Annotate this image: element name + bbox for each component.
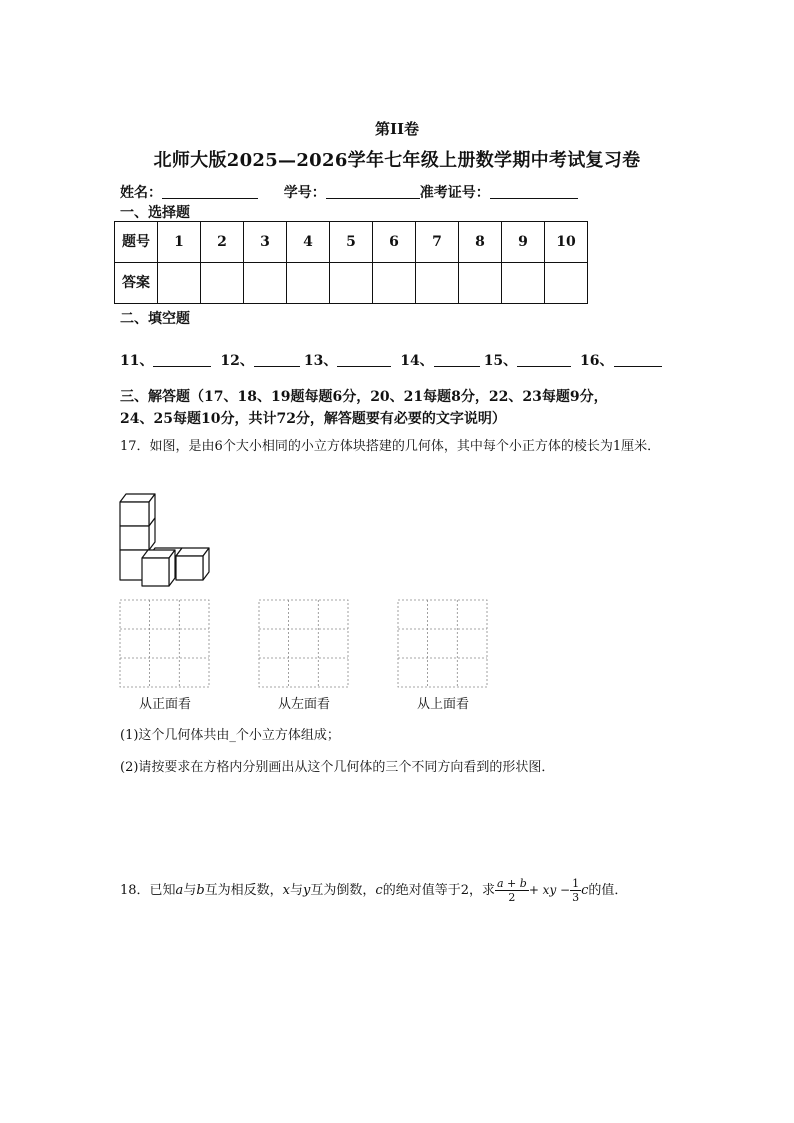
cube-figure bbox=[116, 488, 216, 588]
row-header-question-no: 题号 bbox=[115, 222, 158, 263]
id-field[interactable] bbox=[326, 184, 420, 199]
table-row bbox=[115, 222, 588, 263]
blank-label-14: 14、 bbox=[400, 353, 434, 369]
q18-text: ，求 bbox=[468, 883, 495, 898]
question-no-cell: 6 bbox=[373, 222, 416, 263]
fill-in-blanks bbox=[120, 350, 666, 370]
question-17-part1: (1)这个几何体共由_个小立方体组成； bbox=[120, 728, 340, 743]
var-y: y bbox=[303, 883, 311, 898]
answer-cell[interactable] bbox=[502, 263, 545, 304]
grid-top-view[interactable] bbox=[397, 599, 489, 689]
question-no-cell: 2 bbox=[201, 222, 244, 263]
question-17-part2: (2)请按要求在方格内分别画出从这个几何体的三个不同方向看到的形状图． bbox=[120, 760, 555, 775]
answer-cell[interactable] bbox=[373, 263, 416, 304]
question-no-cell: 5 bbox=[330, 222, 373, 263]
section3-line1: 三、解答题（17、18、19题每题6分，20、21每题8分，22、23每题9分， bbox=[120, 389, 608, 405]
caption-top-view: 从上面看 bbox=[416, 697, 469, 712]
var-c: c bbox=[581, 883, 589, 898]
blank-15[interactable] bbox=[517, 352, 571, 367]
blank-14[interactable] bbox=[434, 352, 480, 367]
blank-13[interactable] bbox=[337, 352, 391, 367]
question-no-cell: 8 bbox=[459, 222, 502, 263]
q18-text: 的绝对值等于 bbox=[382, 883, 461, 898]
name-label: 姓名： bbox=[120, 185, 162, 201]
answer-cell[interactable] bbox=[459, 263, 502, 304]
var-a: a bbox=[175, 883, 184, 898]
student-info-line bbox=[120, 182, 578, 202]
section-title-choice: 一、选择题 bbox=[120, 205, 190, 221]
table-row bbox=[115, 263, 588, 304]
expr-plus-xy-minus: + xy − bbox=[528, 883, 571, 897]
answer-cell[interactable] bbox=[545, 263, 588, 304]
page-title: 北师大版2025—2026学年七年级上册数学期中考试复习卷 bbox=[153, 150, 641, 171]
volume-label: 第II卷 bbox=[374, 120, 420, 138]
blank-12[interactable] bbox=[254, 352, 300, 367]
answer-cell[interactable] bbox=[287, 263, 330, 304]
section-title-fill: 二、填空题 bbox=[120, 311, 190, 327]
answer-table bbox=[114, 221, 588, 304]
caption-front-view: 从正面看 bbox=[138, 697, 191, 712]
cube-face bbox=[176, 556, 203, 580]
question-no-cell: 3 bbox=[244, 222, 287, 263]
question-no-cell: 10 bbox=[545, 222, 588, 263]
row-header-answer: 答案 bbox=[115, 263, 158, 304]
blank-label-15: 15、 bbox=[483, 353, 518, 369]
name-field[interactable] bbox=[162, 184, 258, 199]
q18-text: 与 bbox=[183, 883, 197, 898]
answer-cell[interactable] bbox=[244, 263, 287, 304]
var-b: b bbox=[196, 883, 205, 898]
fraction-a-plus-b-over-2: $\frac{a + b}{2}$ bbox=[497, 877, 527, 904]
var-x: x bbox=[282, 883, 291, 898]
question-no-cell: 7 bbox=[416, 222, 459, 263]
blank-label-12: 12、 bbox=[220, 353, 254, 369]
question-no-cell: 9 bbox=[502, 222, 545, 263]
blank-11[interactable] bbox=[153, 352, 211, 367]
q18-text: 互为倒数， bbox=[310, 883, 376, 898]
answer-cell[interactable] bbox=[416, 263, 459, 304]
cube-face bbox=[120, 502, 149, 526]
question-17-text: 17．如图，是由6个大小相同的小立方体块搭建的几何体，其中每个小正方体的棱长为1厘米． bbox=[120, 439, 661, 454]
exam-no-label: 准考证号： bbox=[419, 185, 490, 201]
id-label: 学号： bbox=[283, 185, 326, 201]
grid-left-view[interactable] bbox=[258, 599, 350, 689]
question-no-cell: 1 bbox=[158, 222, 201, 263]
var-c: c bbox=[375, 883, 383, 898]
number-two: 2 bbox=[460, 883, 469, 898]
answer-cell[interactable] bbox=[158, 263, 201, 304]
caption-left-view: 从左面看 bbox=[277, 697, 330, 712]
question-no-cell: 4 bbox=[287, 222, 330, 263]
blank-label-16: 16、 bbox=[580, 353, 614, 369]
q18-text: 与 bbox=[290, 883, 304, 898]
q18-text: 18．已知 bbox=[120, 883, 176, 898]
answer-cell[interactable] bbox=[330, 263, 373, 304]
cube-face bbox=[142, 558, 169, 586]
question-18-text bbox=[120, 877, 627, 904]
grid-front-view[interactable] bbox=[119, 599, 211, 689]
cube-face bbox=[120, 526, 149, 550]
q18-text: 互为相反数， bbox=[204, 883, 283, 898]
answer-cell[interactable] bbox=[201, 263, 244, 304]
blank-label-13: 13、 bbox=[303, 353, 338, 369]
fraction-one-third: $\frac{1}{3}$ bbox=[572, 877, 580, 904]
section3-line2: 24、25每题10分，共计72分，解答题要有必要的文字说明） bbox=[120, 411, 506, 427]
section-title-solve bbox=[120, 386, 680, 430]
exam-no-field[interactable] bbox=[490, 184, 578, 199]
q18-text: 的值． bbox=[588, 883, 628, 898]
blank-16[interactable] bbox=[614, 352, 662, 367]
blank-label-11: 11、 bbox=[120, 353, 154, 369]
